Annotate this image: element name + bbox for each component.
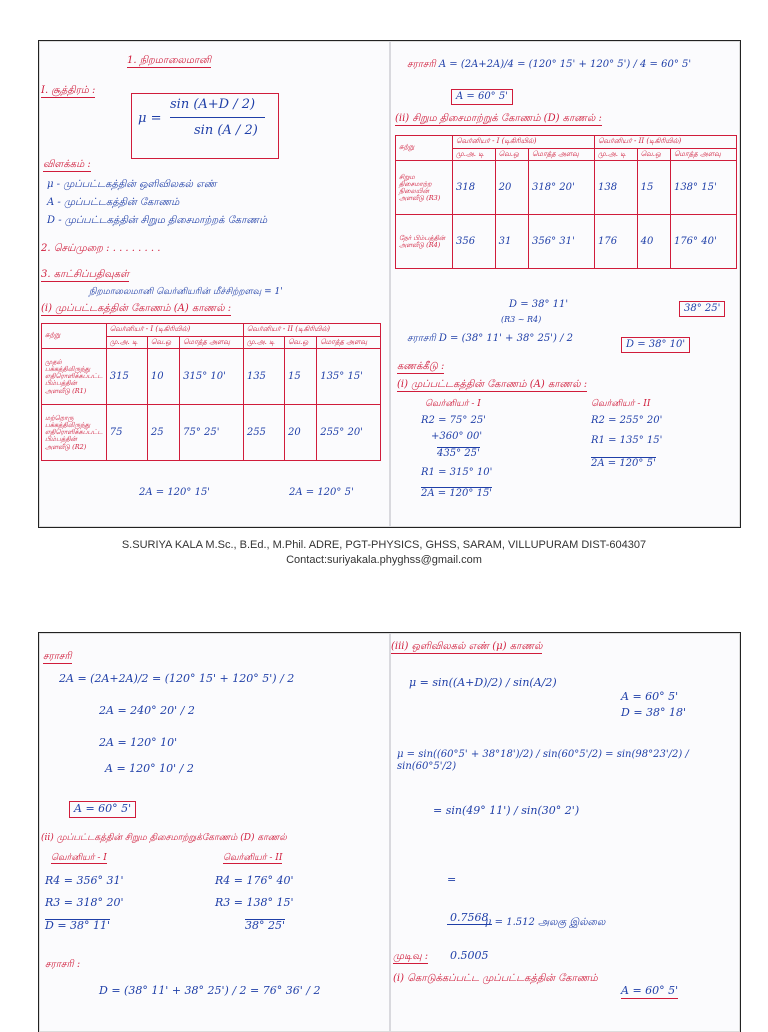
- v2-calc-line: 2A = 120° 5': [591, 458, 656, 469]
- table-cell: 356° 31': [528, 215, 594, 269]
- d-average-formula: சராசரி D = (38° 11' + 38° 25') / 2: [407, 333, 573, 344]
- v1-line: D = 38° 11': [45, 919, 111, 932]
- v2-calc-line: R2 = 255° 20': [591, 415, 663, 426]
- calculation-label: கணக்கீடு :: [397, 361, 445, 372]
- table-header: வெர்னியர் - I (டிகிரியில்): [106, 324, 243, 337]
- v1-calc-line: R2 = 75° 25': [421, 415, 487, 426]
- calculation-title: (i) முப்பட்டகத்தின் கோணம் (A) காணல் :: [397, 379, 588, 390]
- average-label: சராசரி: [407, 59, 436, 70]
- table-cell: 40: [637, 215, 670, 269]
- table-subheader: வெ.ஒ: [147, 336, 179, 349]
- v2-calc-line: R1 = 135° 15': [591, 435, 663, 446]
- min-deviation-title: (ii) சிறும திசைமாற்றுக் கோணம் (D) காணல் :: [395, 113, 602, 124]
- mu-formula: μ = sin((A+D)/2) / sin(A/2): [409, 676, 557, 689]
- calc-line: 2A = (2A+2A)/2 = (120° 15' + 120° 5') / 2: [59, 672, 295, 685]
- average-label: சராசரி: [43, 651, 72, 662]
- table-cell: 176: [594, 215, 637, 269]
- vernier2-total: 2A = 120° 5': [289, 487, 354, 498]
- vernier1-total: 2A = 120° 15': [139, 487, 211, 498]
- calc-line: A = 120° 10' / 2: [105, 762, 194, 775]
- table-subheader: மொத்த அளவு: [317, 336, 381, 349]
- result-label: முடிவு :: [393, 951, 429, 962]
- table-cell: 15: [284, 349, 316, 405]
- table-cell: 255° 20': [317, 405, 381, 461]
- explanation-label: விளக்கம் :: [43, 159, 91, 170]
- table-header: சுற்று: [42, 324, 107, 349]
- table-cell: 20: [495, 161, 528, 215]
- average-formula-text: A = (2A+2A)/4 = (120° 15' + 120° 5') / 4 = 60° 5': [438, 59, 692, 70]
- angle-table-title: (i) முப்பட்டகத்தின் கோணம் (A) காணல் :: [41, 303, 232, 314]
- table-cell: 31: [495, 215, 528, 269]
- explanation-a: A - முப்பட்டகத்தின் கோணம்: [47, 197, 180, 208]
- table-cell: 25: [147, 405, 179, 461]
- notebook-page-1: [38, 40, 741, 528]
- mu-step3-numerator: 0.7568: [447, 912, 492, 926]
- table-header: சுற்று: [396, 136, 453, 161]
- vernier2-label: வெர்னியர் - II: [591, 399, 651, 409]
- table-row: [396, 215, 737, 269]
- dev-total-v1: D = 38° 11': [509, 299, 569, 310]
- vernier2-label: வெர்னியர் - II: [223, 853, 283, 863]
- v1-line: R3 = 318° 20': [45, 896, 124, 909]
- calc-line: 2A = 240° 20' / 2: [99, 704, 195, 717]
- dev-total-v2: 38° 25': [679, 301, 725, 317]
- average-a-result: A = 60° 5': [451, 89, 513, 105]
- table-subheader: மு.அ. டி: [453, 148, 496, 161]
- table-cell: 138° 15': [670, 161, 736, 215]
- table-cell: 15: [637, 161, 670, 215]
- given-a: A = 60° 5': [621, 690, 679, 703]
- row-label: முதல் பக்கத்திலிருந்து எதிரொளிக்கப்பட்ட பிம்பத்தின் அளவீடு (R1): [42, 349, 107, 405]
- d-average-result: D = 38° 10': [621, 337, 690, 353]
- formula-denominator: sin (A / 2): [194, 123, 258, 138]
- result-value-1: A = 60° 5': [621, 984, 679, 997]
- prism-angle-table: [41, 323, 381, 461]
- mu-step2: = sin(49° 11') / sin(30° 2'): [433, 804, 580, 817]
- table-subheader: மு.அ. டி: [106, 336, 147, 349]
- formula-numerator: sin (A+D / 2): [170, 97, 256, 112]
- mu-step1: μ = sin((60°5' + 38°18')/2) / sin(60°5'/2) = sin(98°23'/2) / sin(60°5'/2): [397, 749, 689, 772]
- table-subheader: மொத்த அளவு: [670, 148, 736, 161]
- table-cell: 318° 20': [528, 161, 594, 215]
- footer-author: S.SURIYA KALA M.Sc., B.Ed., M.Phil. ADRE, PGT-PHYSICS, GHSS, SARAM, VILLUPURAM DIST-604307: [121, 539, 647, 551]
- table-subheader: மொத்த அளவு: [180, 336, 244, 349]
- notebook-page-2: [38, 632, 741, 1032]
- table-cell: 315: [106, 349, 147, 405]
- row-label: மற்றொரு பக்கத்திலிருந்து எதிரொளிக்கப்பட்ட பிம்பத்தின் அளவீடு (R2): [42, 405, 107, 461]
- mu-step3-denominator: 0.5005: [450, 949, 489, 963]
- table-cell: 255: [243, 405, 284, 461]
- table-cell: 75: [106, 405, 147, 461]
- explanation-d: D - முப்பட்டகத்தின் சிறும திசைமாற்றக் கோணம்: [47, 215, 268, 226]
- v1-calc-line: R1 = 315° 10': [421, 467, 493, 478]
- observation-label: 3. காட்சிப்பதிவுகள்: [41, 269, 130, 280]
- table-cell: 356: [453, 215, 496, 269]
- table-header: வெர்னியர் - II (டிகிரியில்): [243, 324, 380, 337]
- table-cell: 318: [453, 161, 496, 215]
- formula-box: μ = sin (A+D / 2) sin (A / 2): [131, 93, 279, 159]
- procedure-label: 2. செய்முறை : . . . . . . . .: [41, 243, 161, 254]
- a-result-box: A = 60° 5': [69, 801, 136, 818]
- v1-calc-line: +360° 00': [431, 431, 483, 442]
- table-cell: 176° 40': [670, 215, 736, 269]
- least-count: நிறமாலைமானி வெர்னியரின் மீச்சிற்றளவு = 1': [89, 287, 283, 297]
- table-cell: 20: [284, 405, 316, 461]
- average2-label: சராசரி :: [45, 959, 81, 970]
- vernier1-label: வெர்னியர் - I: [51, 853, 107, 863]
- row-label: சிறும திசைமாற்ற நிலையின் அளவீடு (R3): [396, 161, 453, 215]
- dev-total-sub: (R3 ~ R4): [501, 315, 542, 324]
- v1-calc-line: 435° 25': [437, 448, 480, 459]
- table-subheader: மு.அ. டி: [594, 148, 637, 161]
- table-cell: 75° 25': [180, 405, 244, 461]
- table-subheader: மு.அ. டி: [243, 336, 284, 349]
- page-fold: [389, 41, 391, 527]
- table-subheader: வெ.ஒ: [637, 148, 670, 161]
- table-cell: 135: [243, 349, 284, 405]
- table-cell: 135° 15': [317, 349, 381, 405]
- calc-line: 2A = 120° 10': [99, 736, 178, 749]
- table-cell: 138: [594, 161, 637, 215]
- min-deviation-table: [395, 135, 737, 269]
- mu-step3: = $\frac{0.7568}{0.5005}$: [433, 861, 492, 1001]
- table-row: [396, 161, 737, 215]
- footer-contact: Contact:suriyakala.phyghss@gmail.com: [286, 554, 482, 566]
- deviation-title: (ii) முப்பட்டகத்தின் சிறும திசைமாற்றுக்கோணம் (D) காணல்: [41, 833, 287, 843]
- explanation-mu: μ - முப்பட்டகத்தின் ஒளிவிலகல் எண்: [47, 179, 217, 190]
- page-fold: [389, 633, 391, 1032]
- result-line-1: (i) கொடுக்கப்பட்ட முப்பட்டகத்தின் கோணம்: [393, 973, 598, 984]
- table-subheader: மொத்த அளவு: [528, 148, 594, 161]
- v1-calc-line: 2A = 120° 15': [421, 488, 493, 499]
- table-header: வெர்னியர் - I (டிகிரியில்): [453, 136, 595, 149]
- v1-line: R4 = 356° 31': [45, 874, 124, 887]
- vernier1-label: வெர்னியர் - I: [425, 399, 481, 409]
- mu-result: μ = 1.512 அலகு இல்லை: [485, 917, 606, 928]
- table-cell: 10: [147, 349, 179, 405]
- table-row: [42, 405, 381, 461]
- v2-line: 38° 25': [245, 919, 286, 932]
- experiment-title: 1. நிறமாலைமானி: [127, 55, 212, 66]
- v2-line: R3 = 138° 15': [215, 896, 294, 909]
- table-header: வெர்னியர் - II (டிகிரியில்): [594, 136, 736, 149]
- d-line: D = (38° 11' + 38° 25') / 2 = 76° 36' / 2: [99, 984, 321, 997]
- refractive-index-title: (iii) ஒளிவிலகல் எண் (μ) காணல்: [391, 641, 543, 652]
- formula-label: I. சூத்திரம் :: [41, 85, 96, 96]
- average-a-formula: [407, 59, 737, 71]
- table-row: [42, 349, 381, 405]
- row-label: நேர் பிம்பத்தின் அளவீடு (R4): [396, 215, 453, 269]
- table-subheader: வெ.ஒ: [284, 336, 316, 349]
- given-d: D = 38° 18': [621, 706, 687, 719]
- table-cell: 315° 10': [180, 349, 244, 405]
- v2-line: R4 = 176° 40': [215, 874, 294, 887]
- table-subheader: வெ.ஒ: [495, 148, 528, 161]
